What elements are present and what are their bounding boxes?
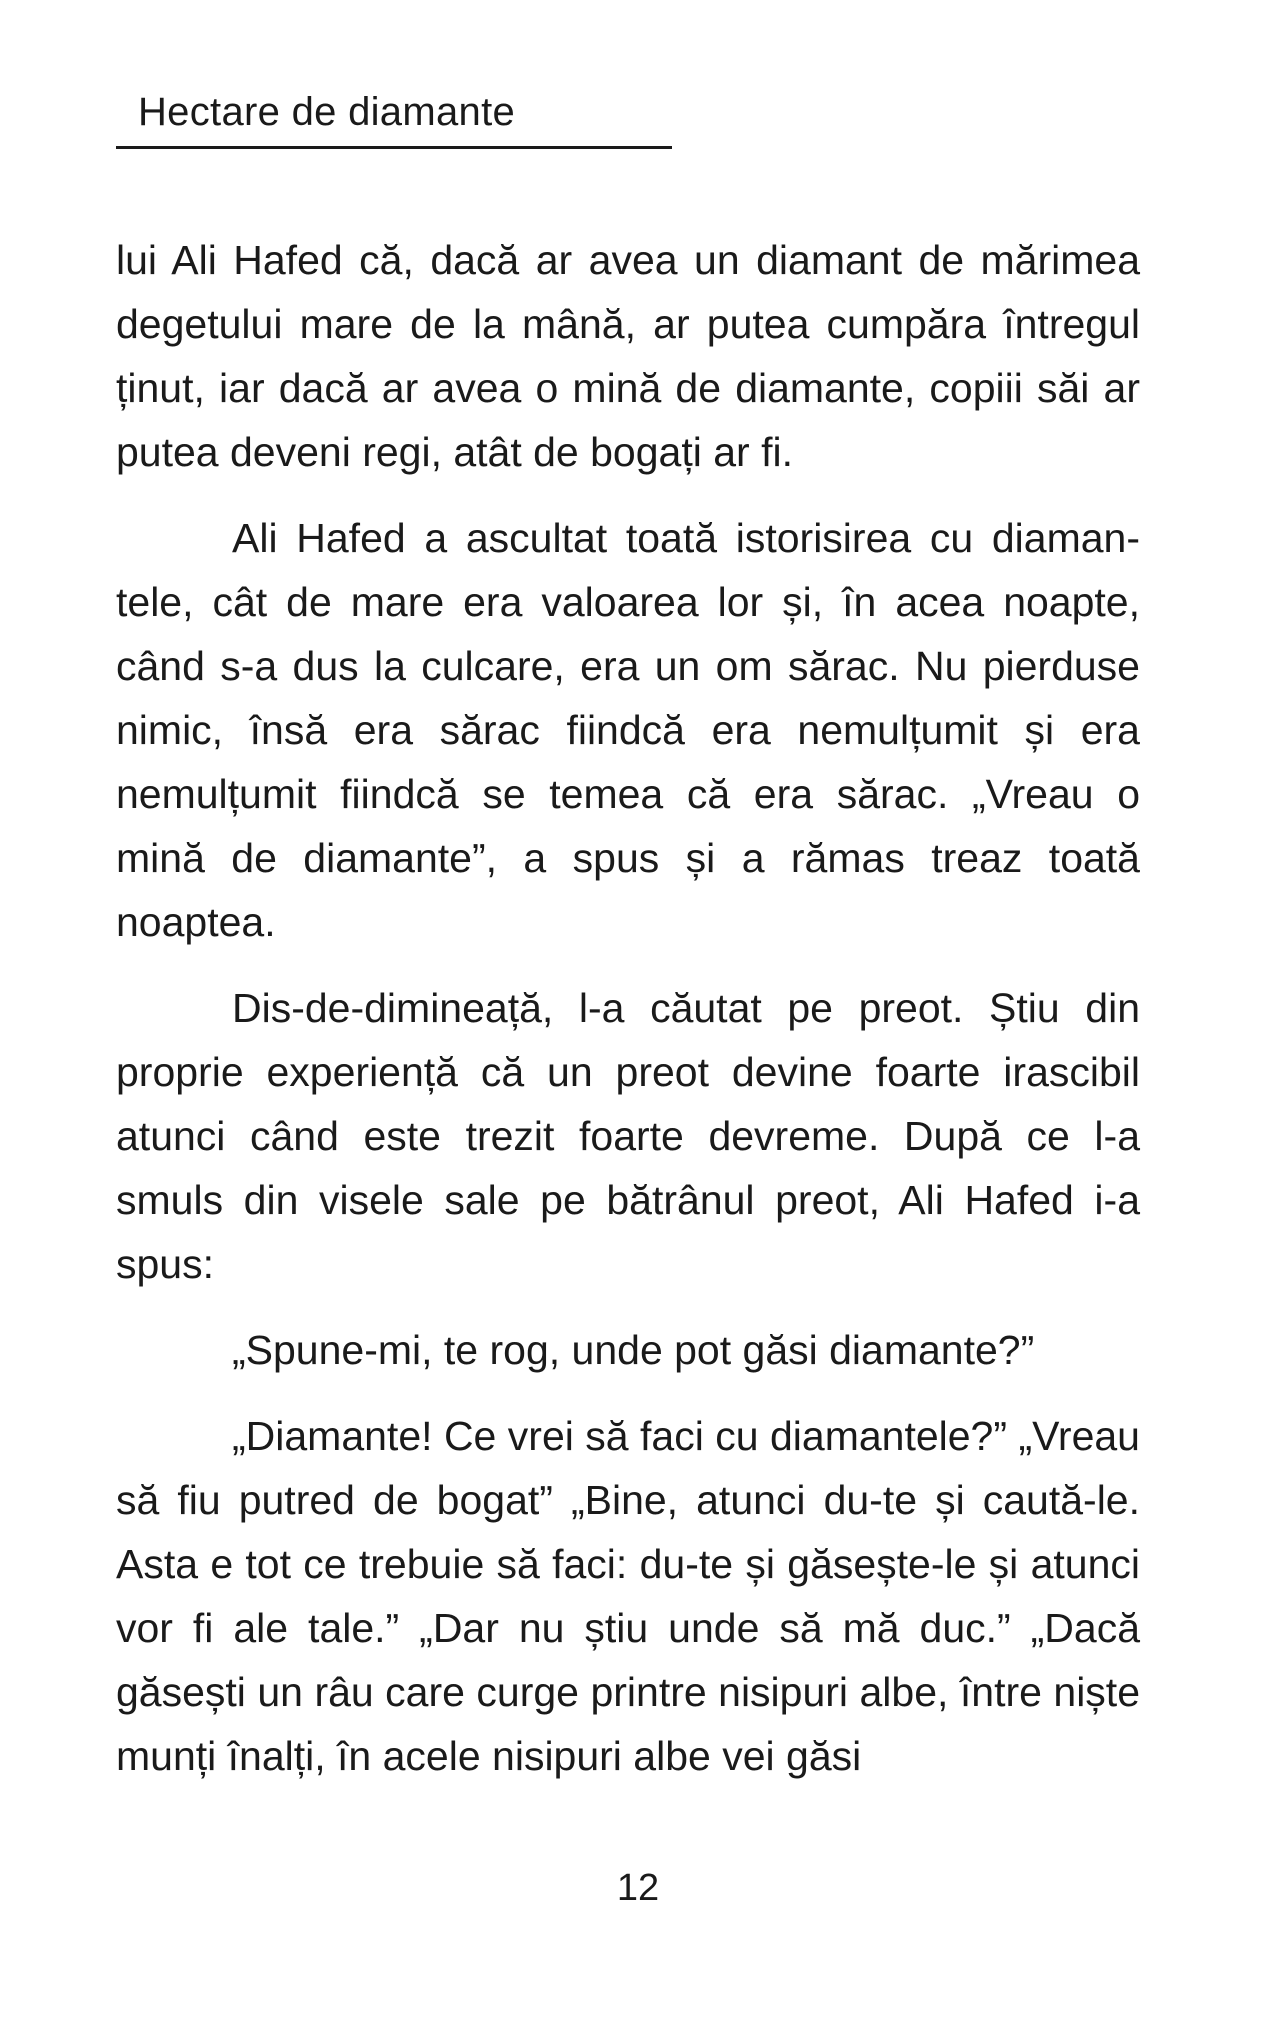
paragraph: „Spune-mi, te rog, unde pot găsi diamante?”	[232, 1327, 1035, 1373]
paragraph: Ali Hafed a ascultat toată istorisirea cu diamantele, cât de mare era valoarea lor și, în acea noapte, când s-a dus la culcare, era un om sărac. Nu pierduse nimic, însă era sărac fiindcă era nemulțumit și era nemulțumit fiindcă se temea că era sărac. „Vreau o mină de diamante”, a spus și a rămas treaz toată noaptea.	[116, 515, 1140, 945]
paragraph: Dis-de-dimineață, l-a căutat pe preot. Știu din proprie experiență că un preot devine foarte irascibil atunci când este trezit foarte devreme. După ce l-a smuls din visele sale pe bătrânul preot, Ali Hafed i-a spus:	[116, 985, 1140, 1287]
paragraph: lui Ali Hafed că, dacă ar avea un diamant de mărimea degetului mare de la mână, ar putea cumpăra întregul ținut, iar dacă ar avea o mină de diamante, copiii săi ar putea deveni regi, atât de bogați ar fi.	[116, 237, 1140, 475]
body-text	[116, 228, 1140, 1810]
paragraph: „Diamante! Ce vrei să faci cu diamantele?” „Vreau să fiu putred de bogat” „Bine, atunci du-te și caută-le. Asta e tot ce trebuie să faci: du-te și găsește-le și atunci vor fi ale tale.” „Dar nu știu unde să mă duc.” „Dacă găsești un râu care curge printre nisipuri albe, între niște munți înalți, în acele nisipuri albe vei găsi	[116, 1413, 1140, 1779]
page-number: 12	[616, 1867, 660, 1909]
running-header-title: Hectare de diamante	[138, 90, 516, 134]
header-rule	[116, 146, 672, 149]
